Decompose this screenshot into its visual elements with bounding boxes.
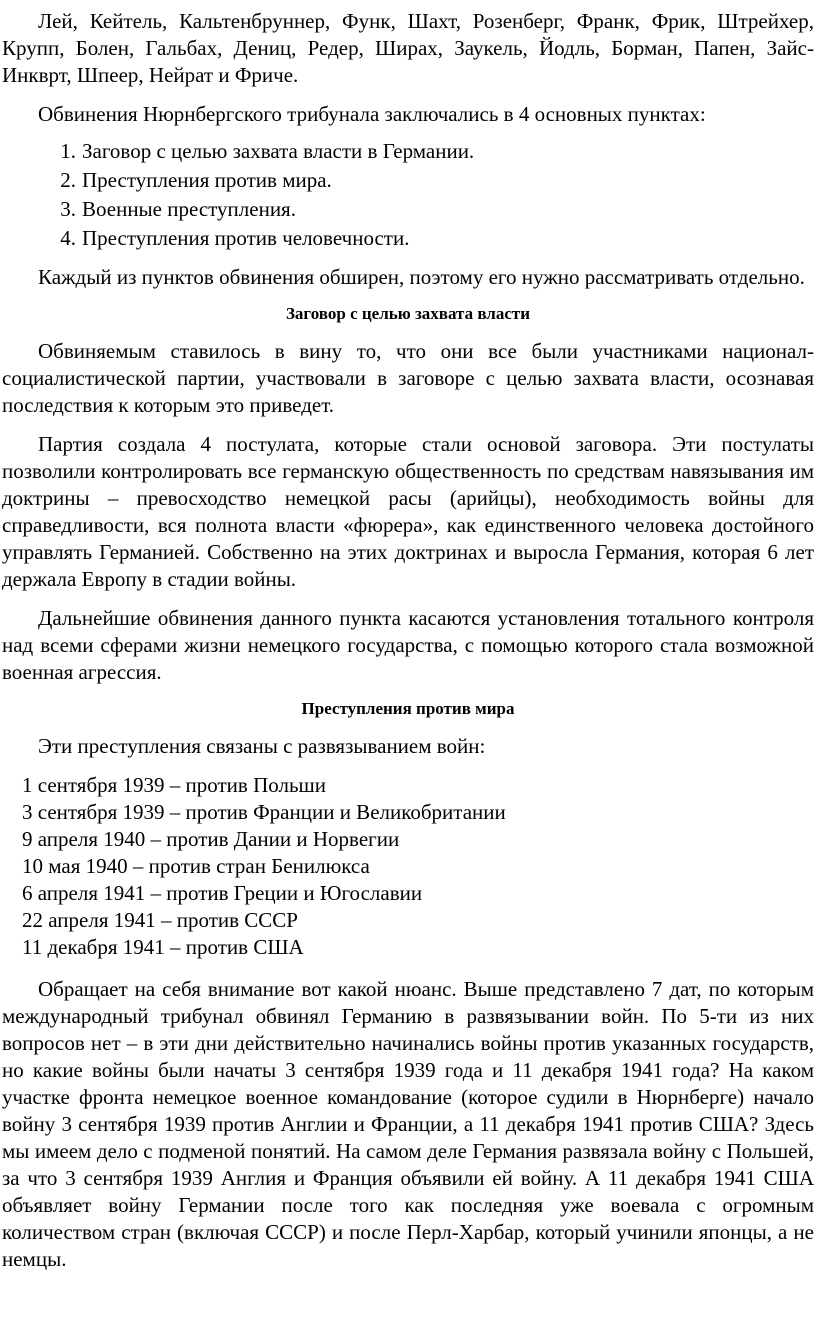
list-item-text: Военные преступления. bbox=[82, 197, 296, 221]
war-dates-list bbox=[22, 772, 814, 961]
list-item bbox=[60, 196, 814, 223]
list-item: 11 декабря 1941 – против США bbox=[22, 935, 304, 959]
list-item-number: 2. bbox=[60, 168, 76, 192]
list-item-number: 4. bbox=[60, 226, 76, 250]
list-item: 1 сентября 1939 – против Польши bbox=[22, 773, 326, 797]
list-item bbox=[60, 167, 814, 194]
intro-paragraph: Лей, Кейтель, Кальтенбруннер, Функ, Шахт, Розенберг, Франк, Фрик, Штрейхер, Крупп, Болен, Гальбах, Дениц, Редер, Ширах, Заукель, Йодль, Борман, Папен, Зайс-Инкврт, Шпеер, Нейрат и Фриче. bbox=[2, 9, 814, 87]
crimes-intro: Эти преступления связаны с развязыванием войн: bbox=[38, 734, 486, 758]
section-heading-crimes-against-peace: Преступления против мира bbox=[301, 699, 515, 718]
conspiracy-paragraph-2: Партия создала 4 постулата, которые стали основой заговора. Эти постулаты позволили контролировать все германскую общественность по средствам навязывания им доктрины – превосходство немецкой расы (арийцы), необходимость войны для справедливости, вся полнота власти «фюрера», как единственного человека достойного управлять Германией. Собственно на этих доктринах и выросла Германия, которая 6 лет держала Европу в стадии войны. bbox=[2, 432, 814, 591]
conspiracy-paragraph-1: Обвиняемым ставилось в вину то, что они все были участниками национал-социалистической партии, участвовали в заговоре с целью захвата власти, осознавая последствия к которым это приведет. bbox=[2, 339, 814, 417]
list-item-number: 3. bbox=[60, 197, 76, 221]
charges-note: Каждый из пунктов обвинения обширен, поэтому его нужно рассматривать отдельно. bbox=[38, 265, 805, 289]
list-item: 6 апреля 1941 – против Греции и Югославии bbox=[22, 881, 423, 905]
list-item-text: Преступления против мира. bbox=[82, 168, 332, 192]
document-page bbox=[0, 8, 816, 1273]
closing-paragraph: Обращает на себя внимание вот какой нюанс. Выше представлено 7 дат, по которым международный трибунал обвинял Германию в развязывании войн. По 5-ти из них вопросов нет – в эти дни действительно начинались войны против указанных государств, но какие войны были начаты 3 сентября 1939 года и 11 декабря 1941 года? На каком участке фронта немецкое военное командование (которое судили в Нюрнберге) начало войну 3 сентября 1939 против Англии и Франции, а 11 декабря 1941 против США? Здесь мы имеем дело с подменой понятий. На самом деле Германия развязала войну с Польшей, за что 3 сентября 1939 Англия и Франция объявили ей войну. А 11 декабря 1941 США объявляет войну Германии после того как последняя уже воевала с огромным количеством стран (включая СССР) и после Перл-Харбар, который учинили японцы, а не немцы. bbox=[2, 977, 814, 1271]
list-item-number: 1. bbox=[60, 139, 76, 163]
charges-list bbox=[2, 138, 814, 252]
list-item: 9 апреля 1940 – против Дании и Норвегии bbox=[22, 827, 400, 851]
list-item: 22 апреля 1941 – против СССР bbox=[22, 908, 298, 932]
section-heading-conspiracy: Заговор с целью захвата власти bbox=[285, 304, 531, 323]
list-item bbox=[60, 225, 814, 252]
list-item bbox=[60, 138, 814, 165]
list-item: 10 мая 1940 – против стран Бенилюкса bbox=[22, 854, 370, 878]
charges-intro: Обвинения Нюрнбергского трибунала заключались в 4 основных пунктах: bbox=[38, 102, 706, 126]
conspiracy-paragraph-3: Дальнейшие обвинения данного пункта касаются установления тотального контроля над всеми сферами жизни немецкого государства, с помощью которого стала возможной военная агрессия. bbox=[2, 606, 814, 684]
list-item-text: Преступления против человечности. bbox=[82, 226, 410, 250]
list-item: 3 сентября 1939 – против Франции и Великобритании bbox=[22, 800, 506, 824]
list-item-text: Заговор с целью захвата власти в Германии. bbox=[82, 139, 475, 163]
